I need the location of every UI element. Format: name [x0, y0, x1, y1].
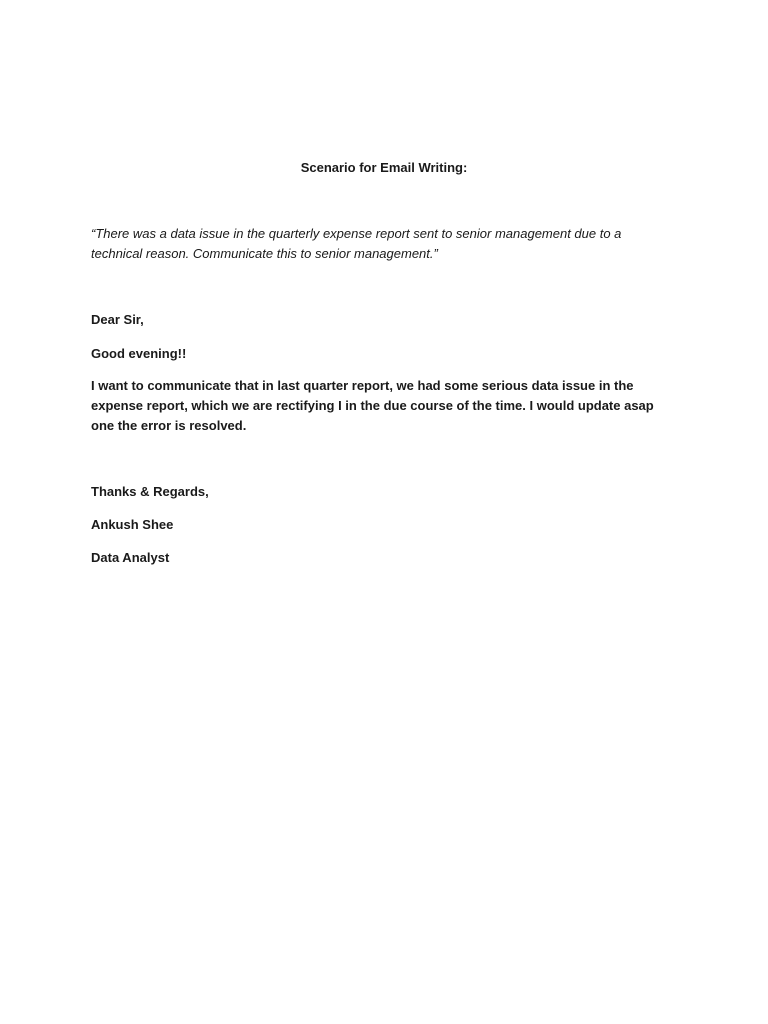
sender-role: Data Analyst [91, 550, 170, 565]
sender-name: Ankush Shee [91, 517, 174, 532]
salutation: Dear Sir, [91, 312, 144, 327]
email-body: I want to communicate that in last quarter report, we had some serious data issue in the expense report, which we are rectifying I in the due course of the time. I would update asap one the error is resolved. [91, 378, 654, 433]
scenario-text: “There was a data issue in the quarterly expense report sent to senior management due to a technical reason. Communicate this to senior management.” [91, 226, 622, 261]
document-title: Scenario for Email Writing: [300, 160, 468, 175]
closing: Thanks & Regards, [91, 484, 209, 499]
greeting: Good evening!! [91, 346, 187, 361]
